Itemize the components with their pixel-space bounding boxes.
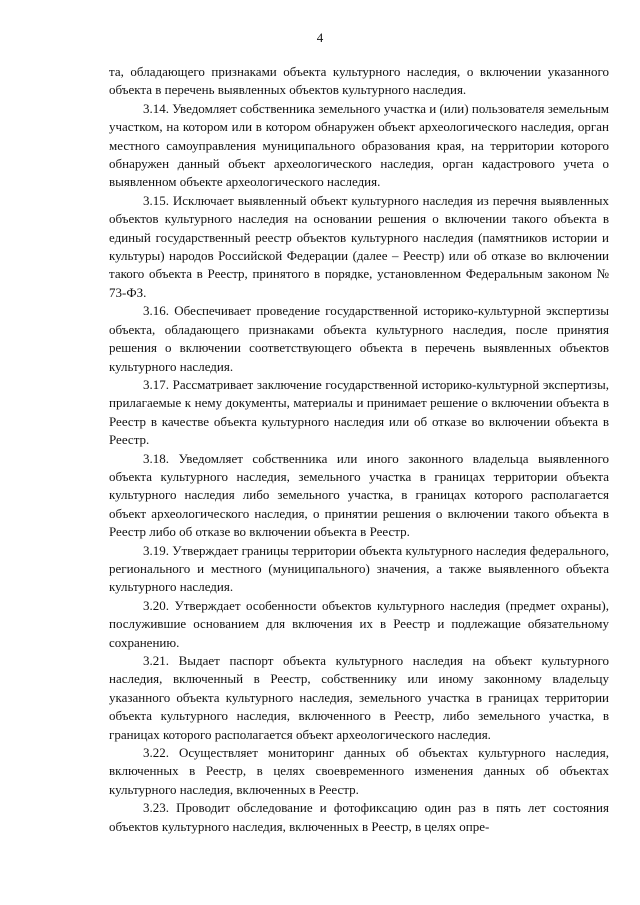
page-number: 4 (316, 30, 324, 45)
paragraph-3-14: 3.14. Уведомляет собственника земельного участка и (или) пользователя земельным участком, на котором или в котором обнаружен объект археологического наследия, орган местного самоуправления муниципального образования края, на территории которого обнаружен данный объект археологического наследия, орган кадастрового учета о выявленном объекте археологического наследия. (109, 100, 609, 190)
paragraph-3-20: 3.20. Утверждает особенности объектов культурного наследия (предмет охраны), послужившие основанием для включения их в Реестр и подлежащие обязательному сохранению. (109, 597, 609, 650)
paragraph-3-21: 3.21. Выдает паспорт объекта культурного наследия на объект культурного наследия, включенный в Реестр, собственнику или иному законному владельцу указанного объекта культурного наследия, земельного участка в границах территории объекта культурного наследия, включенного в Реестр, либо земельного участка, в границах которого располагается объект археологического наследия. (109, 653, 609, 742)
paragraph-3-19: 3.19. Утверждает границы территории объекта культурного наследия федерального, регионального и местного (муниципального) значения, а также выявленного объекта культурного наследия. (109, 542, 609, 595)
paragraph-3-23: 3.23. Проводит обследование и фотофиксацию один раз в пять лет состояния объектов культурного наследия, включенных в Реестр, в целях опре- (109, 800, 609, 834)
paragraph-continuation: та, обладающего признаками объекта культурного наследия, о включении указанного объекта в перечень выявленных объектов культурного наследия. (109, 64, 609, 98)
document-body (109, 63, 609, 836)
paragraph-3-15: 3.15. Исключает выявленный объект культурного наследия из перечня выявленных объектов культурного наследия на основании решения о включении такого объекта в единый государственный реестр объектов культурного наследия (памятников истории и культуры) народов Российской Федерации (далее – Реестр) или об отказе во включении такого объекта в Реестр, принятого в порядке, установленном Федеральным законом № 73-ФЗ. (109, 192, 609, 300)
paragraph-3-18: 3.18. Уведомляет собственника или иного законного владельца выявленного объекта культурного наследия, земельного участка в границах территории объекта культурного наследия либо земельного участка, в границах которого располагается объект археологического наследия, о принятии решения о включении такого объекта в Реестр либо об отказе во включении объекта в Реестр. (109, 450, 609, 540)
paragraph-3-16: 3.16. Обеспечивает проведение государственной историко-культурной экспертизы объекта, обладающего признаками объекта культурного наследия, после принятия решения о включении соответствующего объекта в перечень выявленных объектов культурного наследия. (109, 303, 609, 374)
paragraph-3-17: 3.17. Рассматривает заключение государственной историко-культурной экспертизы, прилагаемые к нему документы, материалы и принимает решение о включении объекта в Реестр в качестве объекта культурного наследия или об отказе во включении объекта в Реестр. (109, 376, 609, 448)
paragraph-3-22: 3.22. Осуществляет мониторинг данных об объектах культурного наследия, включенных в Реестр, в целях своевременного изменения данных об объектах культурного наследия, включенных в Реестр. (109, 745, 609, 797)
